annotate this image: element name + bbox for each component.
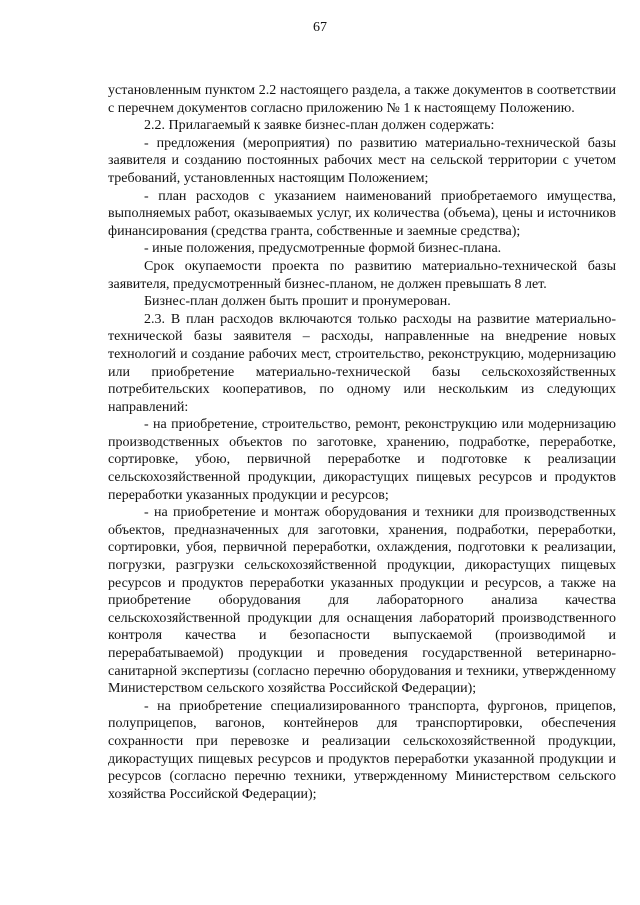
document-body (108, 82, 616, 803)
paragraph: - на приобретение специализированного транспорта, фургонов, прицепов, полуприцепов, вагонов, контейнеров для транспортировки, обеспечения сохранности при перевозке и реализации сельскохозяйственной продукции, дикорастущих пищевых ресурсов и продуктов переработки указанной продукции и ресурсов (согласно перечню техники, утвержденному Министерством сельского хозяйства Российской Федерации); (108, 698, 616, 802)
paragraph: установленным пунктом 2.2 настоящего раздела, а также документов в соответствии с перечнем документов согласно приложению № 1 к настоящему Положению. (108, 83, 616, 116)
paragraph: Срок окупаемости проекта по развитию материально-технической базы заявителя, предусмотренный бизнес-планом, не должен превышать 8 лет. (108, 258, 616, 292)
paragraph: Бизнес-план должен быть прошит и пронумерован. (144, 294, 451, 310)
paragraph: - предложения (мероприятия) по развитию материально-технической базы заявителя и созданию постоянных рабочих мест на сельской территории с учетом требований, установленных настоящим Положением; (108, 135, 616, 186)
paragraph: 2.2. Прилагаемый к заявке бизнес-план должен содержать: (144, 118, 495, 134)
paragraph: - на приобретение, строительство, ремонт, реконструкцию или модернизацию производственных объектов по заготовке, хранению, подработке, переработке, сортировке, убою, первичной переработке и подготовке к реализации сельскохозяйственной продукции, дикорастущих пищевых ресурсов и продуктов переработки указанных продукции и ресурсов; (108, 417, 616, 503)
paragraph: 2.3. В план расходов включаются только расходы на развитие материально-технической базы заявителя – расходы, направленные на внедрение новых технологий и создание рабочих мест, строительство, реконструкцию, модернизацию или приобретение материально-технической базы сельскохозяйственных потребительских кооперативов, по одному или нескольким из следующих направлений: (108, 311, 616, 415)
paragraph: - на приобретение и монтаж оборудования и техники для производственных объектов, предназначенных для заготовки, хранения, подработки, переработки, сортировки, убоя, первичной переработки, охлаждения, подготовки к реализации, погрузки, разгрузки сельскохозяйственной продукции, дикорастущих пищевых ресурсов и продуктов переработки указанных продукции и ресурсов, а также на приобретение оборудования для лабораторного анализа качества сельскохозяйственной продукции для оснащения лабораторий производственного контроля качества и безопасности выпускаемой (производимой и перерабатываемой) продукции и проведения государственной ветеринарно-санитарной экспертизы (согласно перечню оборудования и техники, утвержденному Министерством сельского хозяйства Российской Федерации); (108, 505, 616, 697)
paragraph: - иные положения, предусмотренные формой бизнес-плана. (144, 241, 502, 257)
paragraph: - план расходов с указанием наименований приобретаемого имущества, выполняемых работ, оказываемых услуг, их количества (объема), цены и источников финансирования (средства гранта, собственные и заемные средства); (108, 188, 616, 239)
page-number: 67 (313, 20, 327, 35)
